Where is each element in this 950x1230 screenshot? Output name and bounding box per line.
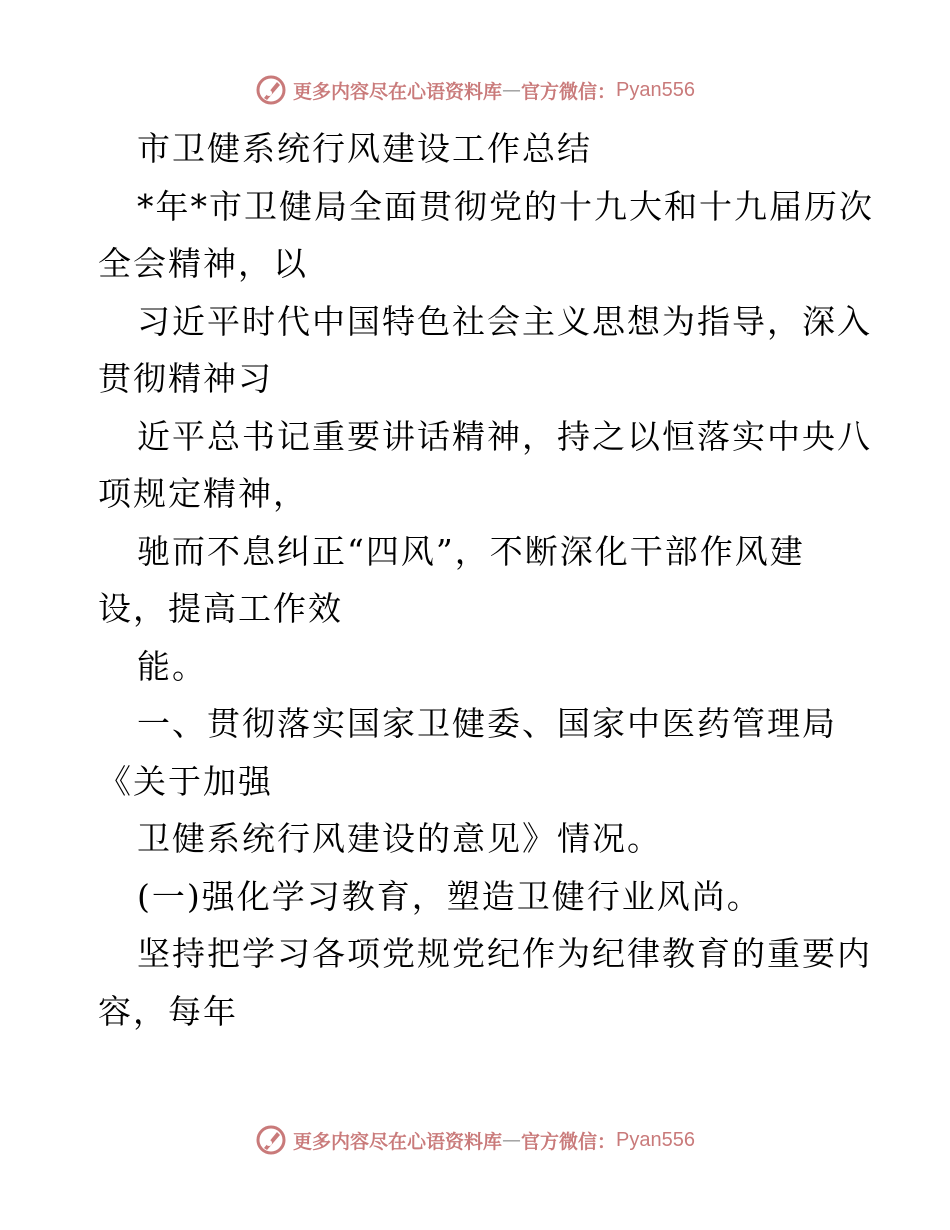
watermark-brand: Pyan556 <box>616 78 695 101</box>
paragraph-line: 坚持把学习各项党规党纪作为纪律教育的重要内 <box>137 934 872 973</box>
header-watermark <box>0 70 950 110</box>
watermark-brand: Pyan556 <box>616 1128 695 1151</box>
watermark-separator: — <box>502 1129 522 1151</box>
subsection-heading: (一)强化学习教育，塑造卫健行业风尚。 <box>137 876 762 916</box>
watermark-separator: — <box>502 79 522 101</box>
watermark-label: 官方微信： <box>521 80 617 103</box>
quill-pen-logo-icon <box>255 74 287 106</box>
document-title: 市卫健系统行风建设工作总结 <box>137 129 592 168</box>
paragraph-line: 项规定精神， <box>98 474 308 513</box>
document-body <box>98 120 874 1040</box>
quill-pen-logo-icon <box>255 1124 287 1156</box>
paragraph-line: 全会精神，以 <box>98 244 308 283</box>
watermark-text: 更多内容尽在心语资料库 <box>293 1130 503 1153</box>
section-heading: 一、贯彻落实国家卫健委、国家中医药管理局 <box>137 704 837 743</box>
paragraph-line: 贯彻精神习 <box>98 359 273 398</box>
footer-watermark <box>0 1120 950 1160</box>
paragraph-line: *年*市卫健局全面贯彻党的十九大和十九届历次 <box>137 186 874 226</box>
watermark-text: 更多内容尽在心语资料库 <box>293 80 503 103</box>
paragraph-line: 容，每年 <box>98 991 238 1031</box>
section-heading: 《关于加强 <box>98 761 273 801</box>
paragraph-line: 习近平时代中国特色社会主义思想为指导，深入 <box>137 301 872 341</box>
paragraph-line: 设，提高工作效 <box>98 589 343 628</box>
paragraph-line: 能。 <box>137 646 207 686</box>
section-heading: 卫健系统行风建设的意见》情况。 <box>137 819 662 858</box>
watermark-label: 官方微信： <box>521 1130 617 1153</box>
paragraph-line: 驰而不息纠正“四风”，不断深化干部作风建 <box>137 531 805 571</box>
paragraph-line: 近平总书记重要讲话精神，持之以恒落实中央八 <box>137 416 872 456</box>
